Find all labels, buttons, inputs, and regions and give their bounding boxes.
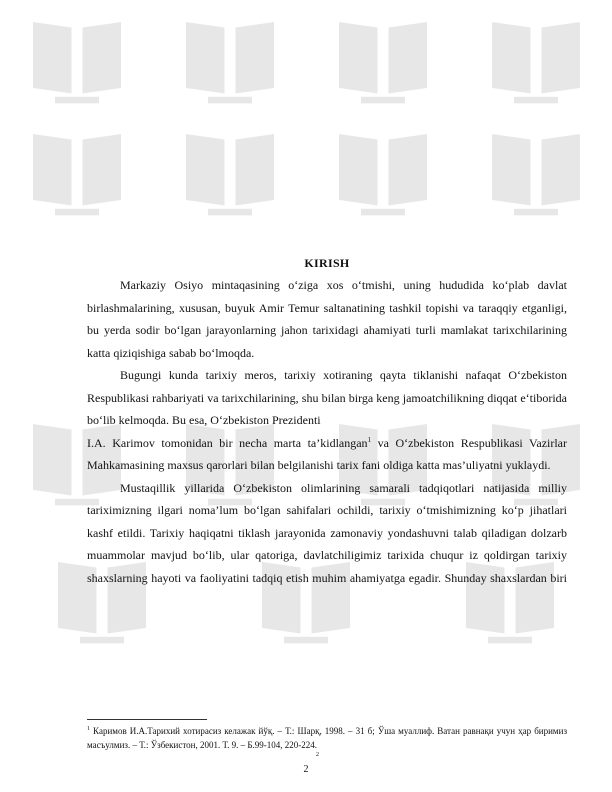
footnote-text: Каримов И.А.Тарихий хотирасиз келажак йўқ. – Т.: Шарқ, 1998. – 31 б; Ўша муаллиф. Ватан равнақи учун ҳар биримиз масъулмиз. – Т.: Ўзбекистон, 2001. Т. 9. – Б.99-104, 220-224. xyxy=(87,726,567,750)
book-watermark-icon xyxy=(22,112,132,222)
book-watermark-icon xyxy=(328,0,438,110)
paragraph-1: Markaziy Osiyo mintaqasining o‘ziga xos o‘tmishi, uning hududida ko‘plab davlat birlashmalarining, xususan, buyuk Amir Temur saltanatining tashkil topishi va taraqqiy etganligi, bu yerda sodir bo‘lgan jarayonlarning jahon tarixidagi ahamiyati turli mamlakat tarixchilarining katta qiziqishiga sabab bo‘lmoqda. xyxy=(87,278,567,360)
book-watermark-icon xyxy=(22,0,132,110)
paragraph-3-text-b: va O‘zbekiston Respublikasi Vazirlar Mahkamasining maxsus qarorlari bilan belgilanishi tarix fani oldiga katta mas’uliyatni yuklaydi. xyxy=(87,435,568,472)
paragraph-2: Bugungi kunda tarixiy meros, tarixiy xotiraning qayta tiklanishi nafaqat O‘zbekiston Respublikasi rahbariyati va tarixchilarining, shu bilan birga keng jamoatchilikning diqqat e‘tiborida bo‘lib kelmoqda. Bu esa, O‘zbekiston Prezidenti xyxy=(87,368,567,427)
footnote-number: 1 xyxy=(87,726,90,732)
book-watermark-icon xyxy=(481,112,591,222)
book-watermark-icon xyxy=(328,112,438,222)
book-watermark-icon xyxy=(175,0,285,110)
book-watermark-icon xyxy=(175,112,285,222)
book-watermark-icon xyxy=(481,0,591,110)
page-number: 2 xyxy=(303,764,309,775)
section-title: KIRISH xyxy=(304,256,350,270)
watermark-row xyxy=(0,112,612,237)
paragraph-4: Mustaqillik yillarida O‘zbekiston olimlarining samarali tadqiqotlari natijasida milliy tariximizning ilgari noma’lum bo‘lgan sahifalari ochildi, tarixiy o‘tmishimizning ko‘p jihatlari kashf etildi. Tarixiy haqiqatni tiklash jarayonida zamonaviy yondashuvni talab qiladigan dolzarb muammolar mavjud bo‘lib, ular qatoriga, davlatchiligimiz tarixida chuqur iz qoldirgan tarixiy shaxslarning hayoti va faoliyatini tadqiq etish muhim ahamiyatga egadir. Shunday shaxslardan biri xyxy=(87,480,567,585)
document-body xyxy=(87,254,567,589)
footnote-ref[interactable]: 1 xyxy=(367,435,372,444)
paragraph-3 xyxy=(87,432,567,477)
small-mark: 2 xyxy=(316,752,319,758)
footnote xyxy=(87,722,567,752)
footnote-divider xyxy=(87,719,207,720)
paragraph-3-text-a: I.A. Karimov tomonidan bir necha marta ta’kidlangan xyxy=(87,435,368,450)
watermark-row xyxy=(0,0,612,125)
